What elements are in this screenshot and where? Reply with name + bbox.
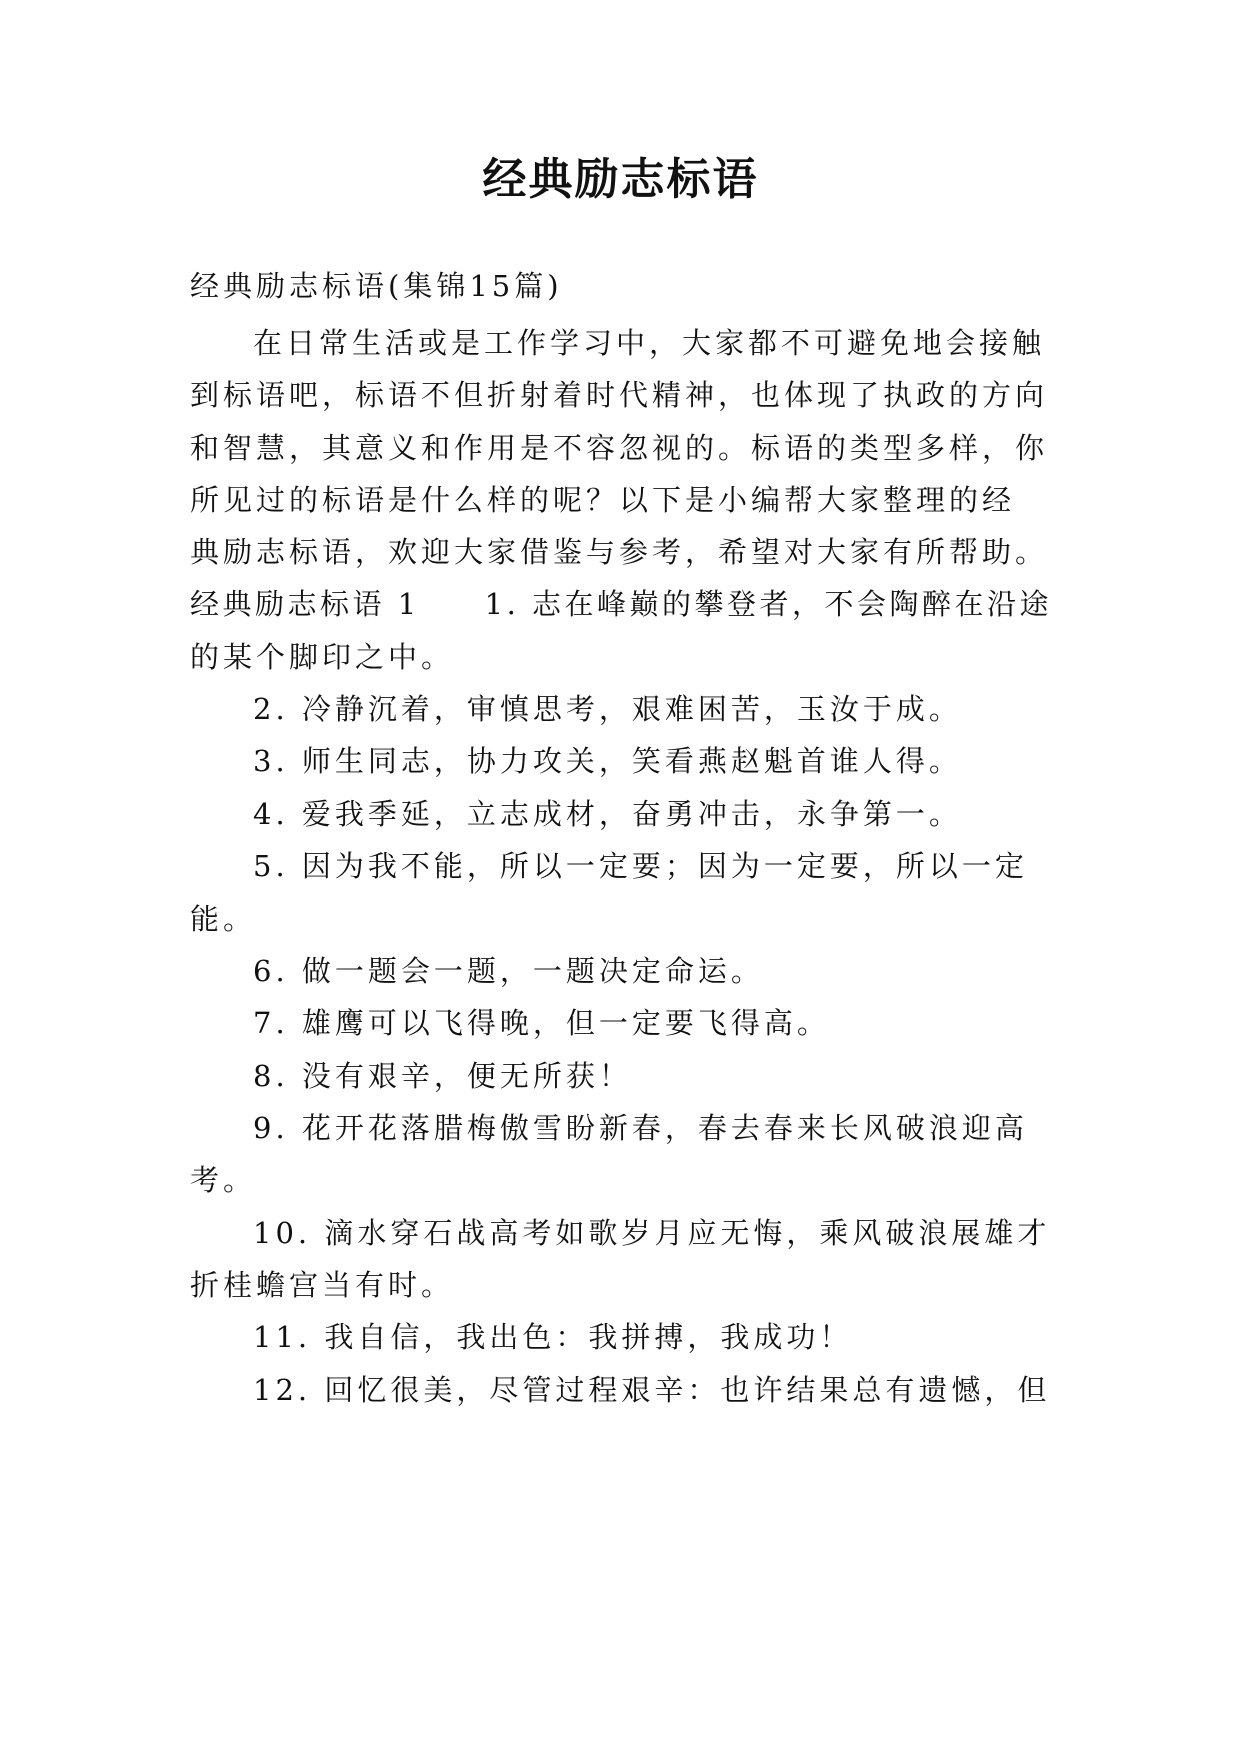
slogan-item: 12. 回忆很美，尽管过程艰辛：也许结果总有遗憾，但: [253, 1373, 1051, 1407]
subtitle-line: 经典励志标语(集锦15篇): [190, 269, 563, 303]
paragraph-line: 和智慧，其意义和作用是不容忽视的。标语的类型多样，你: [190, 431, 1049, 465]
slogan-item: 7. 雄鹰可以飞得晚，但一定要飞得高。: [253, 1006, 830, 1040]
slogan-item: 3. 师生同志，协力攻关，笑看燕赵魁首谁人得。: [253, 744, 962, 778]
paragraph-line: 所见过的标语是什么样的呢？以下是小编帮大家整理的经: [190, 483, 1016, 517]
slogan-item: 9. 花开花落腊梅傲雪盼新春，春去春来长风破浪迎高: [253, 1111, 1028, 1145]
slogan-item: 11. 我自信，我出色：我拼搏，我成功！: [253, 1320, 853, 1354]
paragraph-line: 在日常生活或是工作学习中，大家都不可避免地会接触: [253, 326, 1046, 360]
slogan-item-continued: 能。: [190, 902, 257, 936]
slogan-item: 5. 因为我不能，所以一定要；因为一定要，所以一定: [253, 849, 1028, 883]
paragraph-line: 的某个脚印之中。: [190, 640, 455, 674]
slogan-item: 4. 爱我季延，立志成材，奋勇冲击，永争第一。: [253, 797, 962, 831]
slogan-item: 6. 做一题会一题，一题决定命运。: [253, 954, 764, 988]
paragraph-line: 典励志标语，欢迎大家借鉴与参考，希望对大家有所帮助。: [190, 535, 1049, 569]
slogan-item-continued: 考。: [190, 1163, 257, 1197]
slogan-item: 2. 冷静沉着，审慎思考，艰难困苦，玉汝于成。: [253, 692, 962, 726]
paragraph-line: 到标语吧，标语不但折射着时代精神，也体现了执政的方向: [190, 378, 1049, 412]
document-title: 经典励志标语: [482, 154, 759, 205]
slogan-item: 8. 没有艰辛，便无所获！: [253, 1059, 632, 1093]
slogan-item: 10. 滴水穿石战高考如歌岁月应无悔，乘风破浪展雄才: [253, 1216, 1051, 1250]
section-heading-line: 经典励志标语 1 1. 志在峰巅的攀登者，不会陶醉在沿途: [190, 587, 1053, 621]
slogan-item-continued: 折桂蟾宫当有时。: [190, 1268, 455, 1302]
